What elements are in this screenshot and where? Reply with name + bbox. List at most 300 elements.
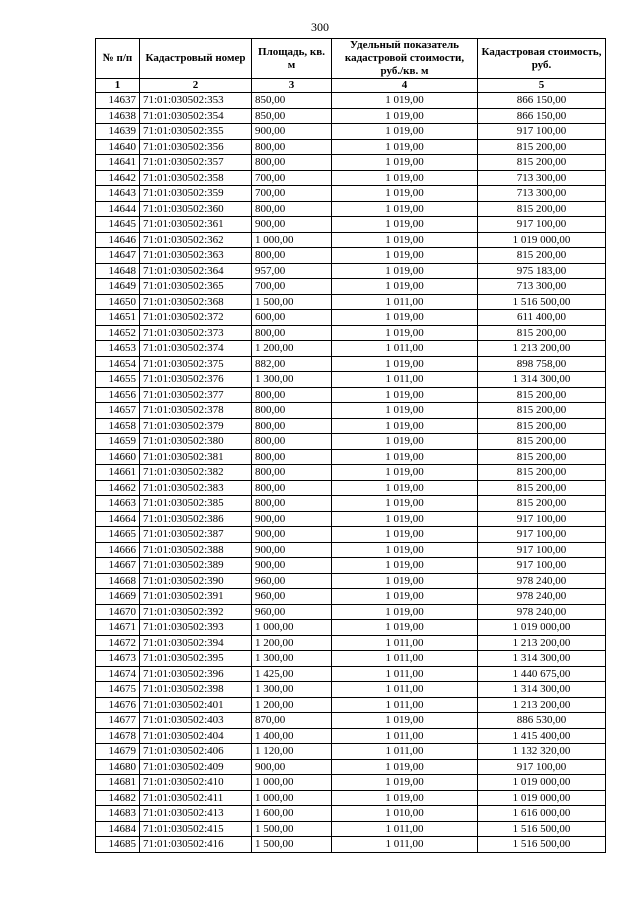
row-number-cell: 14672 <box>96 635 140 651</box>
row-number-cell: 14639 <box>96 124 140 140</box>
cadastral-value-cell: 611 400,00 <box>478 310 606 326</box>
row-number-cell: 14674 <box>96 666 140 682</box>
area-cell: 1 500,00 <box>252 294 332 310</box>
cadastral-number-cell: 71:01:030502:388 <box>140 542 252 558</box>
area-cell: 900,00 <box>252 542 332 558</box>
area-cell: 1 000,00 <box>252 620 332 636</box>
table-row <box>96 186 606 202</box>
table-row <box>96 775 606 791</box>
area-cell: 700,00 <box>252 279 332 295</box>
row-number-cell: 14658 <box>96 418 140 434</box>
row-number-cell: 14669 <box>96 589 140 605</box>
rate-cell: 1 019,00 <box>332 124 478 140</box>
row-number-cell: 14652 <box>96 325 140 341</box>
column-number: 2 <box>140 79 252 93</box>
cadastral-value-cell: 1 019 000,00 <box>478 620 606 636</box>
row-number-cell: 14655 <box>96 372 140 388</box>
cadastral-number-cell: 71:01:030502:374 <box>140 341 252 357</box>
rate-cell: 1 019,00 <box>332 449 478 465</box>
column-number-row <box>96 79 606 93</box>
area-cell: 1 120,00 <box>252 744 332 760</box>
cadastral-number-cell: 71:01:030502:393 <box>140 620 252 636</box>
cadastral-number-cell: 71:01:030502:354 <box>140 108 252 124</box>
table-row <box>96 372 606 388</box>
rate-cell: 1 011,00 <box>332 837 478 853</box>
table-row <box>96 232 606 248</box>
table-row <box>96 201 606 217</box>
cadastral-value-cell: 1 132 320,00 <box>478 744 606 760</box>
area-cell: 900,00 <box>252 124 332 140</box>
area-cell: 1 600,00 <box>252 806 332 822</box>
rate-cell: 1 019,00 <box>332 108 478 124</box>
area-cell: 1 500,00 <box>252 821 332 837</box>
cadastral-number-cell: 71:01:030502:391 <box>140 589 252 605</box>
cadastral-number-cell: 71:01:030502:355 <box>140 124 252 140</box>
table-row <box>96 356 606 372</box>
row-number-cell: 14648 <box>96 263 140 279</box>
row-number-cell: 14651 <box>96 310 140 326</box>
rate-cell: 1 019,00 <box>332 356 478 372</box>
row-number-cell: 14664 <box>96 511 140 527</box>
table-row <box>96 108 606 124</box>
rate-cell: 1 011,00 <box>332 666 478 682</box>
rate-cell: 1 019,00 <box>332 155 478 171</box>
rate-cell: 1 019,00 <box>332 558 478 574</box>
cadastral-number-cell: 71:01:030502:373 <box>140 325 252 341</box>
rate-cell: 1 019,00 <box>332 217 478 233</box>
rate-cell: 1 011,00 <box>332 635 478 651</box>
table-row <box>96 170 606 186</box>
cadastral-value-cell: 815 200,00 <box>478 155 606 171</box>
cadastral-value-cell: 815 200,00 <box>478 480 606 496</box>
cadastral-value-cell: 815 200,00 <box>478 465 606 481</box>
rate-cell: 1 019,00 <box>332 620 478 636</box>
row-number-cell: 14685 <box>96 837 140 853</box>
cadastral-number-cell: 71:01:030502:359 <box>140 186 252 202</box>
row-number-cell: 14671 <box>96 620 140 636</box>
cadastral-value-cell: 815 200,00 <box>478 248 606 264</box>
area-cell: 800,00 <box>252 496 332 512</box>
cadastral-value-cell: 1 213 200,00 <box>478 697 606 713</box>
rate-cell: 1 019,00 <box>332 279 478 295</box>
table-row <box>96 682 606 698</box>
row-number-cell: 14642 <box>96 170 140 186</box>
rate-cell: 1 019,00 <box>332 263 478 279</box>
cadastral-number-cell: 71:01:030502:411 <box>140 790 252 806</box>
area-cell: 900,00 <box>252 217 332 233</box>
cadastral-value-cell: 815 200,00 <box>478 201 606 217</box>
cadastral-value-cell: 815 200,00 <box>478 496 606 512</box>
rate-cell: 1 019,00 <box>332 325 478 341</box>
area-cell: 960,00 <box>252 573 332 589</box>
area-cell: 800,00 <box>252 449 332 465</box>
rate-cell: 1 019,00 <box>332 232 478 248</box>
cadastral-value-cell: 1 415 400,00 <box>478 728 606 744</box>
area-cell: 1 300,00 <box>252 372 332 388</box>
cadastral-value-cell: 1 019 000,00 <box>478 790 606 806</box>
area-cell: 960,00 <box>252 589 332 605</box>
area-cell: 800,00 <box>252 248 332 264</box>
row-number-cell: 14660 <box>96 449 140 465</box>
row-number-cell: 14641 <box>96 155 140 171</box>
rate-cell: 1 011,00 <box>332 682 478 698</box>
cadastral-value-table <box>95 38 606 853</box>
table-row <box>96 496 606 512</box>
cadastral-value-cell: 815 200,00 <box>478 418 606 434</box>
area-cell: 800,00 <box>252 139 332 155</box>
row-number-cell: 14682 <box>96 790 140 806</box>
rate-cell: 1 019,00 <box>332 186 478 202</box>
cadastral-number-cell: 71:01:030502:381 <box>140 449 252 465</box>
table-row <box>96 279 606 295</box>
rate-cell: 1 019,00 <box>332 139 478 155</box>
rate-cell: 1 011,00 <box>332 744 478 760</box>
table-row <box>96 620 606 636</box>
area-cell: 900,00 <box>252 558 332 574</box>
area-cell: 1 300,00 <box>252 682 332 698</box>
rate-cell: 1 011,00 <box>332 372 478 388</box>
table-row <box>96 806 606 822</box>
cadastral-number-cell: 71:01:030502:413 <box>140 806 252 822</box>
area-cell: 900,00 <box>252 511 332 527</box>
cadastral-number-cell: 71:01:030502:403 <box>140 713 252 729</box>
area-cell: 1 425,00 <box>252 666 332 682</box>
table-row <box>96 666 606 682</box>
table-row <box>96 558 606 574</box>
area-cell: 800,00 <box>252 155 332 171</box>
table-row <box>96 248 606 264</box>
cadastral-value-cell: 917 100,00 <box>478 542 606 558</box>
table-row <box>96 465 606 481</box>
cadastral-value-cell: 917 100,00 <box>478 217 606 233</box>
area-cell: 800,00 <box>252 434 332 450</box>
cadastral-number-cell: 71:01:030502:386 <box>140 511 252 527</box>
cadastral-number-cell: 71:01:030502:368 <box>140 294 252 310</box>
table-row <box>96 511 606 527</box>
row-number-cell: 14680 <box>96 759 140 775</box>
table-row <box>96 341 606 357</box>
row-number-cell: 14668 <box>96 573 140 589</box>
row-number-cell: 14677 <box>96 713 140 729</box>
table-row <box>96 821 606 837</box>
area-cell: 900,00 <box>252 527 332 543</box>
cadastral-value-cell: 917 100,00 <box>478 511 606 527</box>
row-number-cell: 14654 <box>96 356 140 372</box>
table-row <box>96 759 606 775</box>
table-row <box>96 542 606 558</box>
table-row <box>96 728 606 744</box>
table-row <box>96 217 606 233</box>
cadastral-value-cell: 713 300,00 <box>478 170 606 186</box>
cadastral-number-cell: 71:01:030502:390 <box>140 573 252 589</box>
table-row <box>96 387 606 403</box>
cadastral-value-cell: 1 440 675,00 <box>478 666 606 682</box>
row-number-cell: 14665 <box>96 527 140 543</box>
cadastral-number-cell: 71:01:030502:406 <box>140 744 252 760</box>
area-cell: 800,00 <box>252 418 332 434</box>
row-number-cell: 14640 <box>96 139 140 155</box>
rate-cell: 1 011,00 <box>332 728 478 744</box>
area-cell: 1 200,00 <box>252 697 332 713</box>
cadastral-number-cell: 71:01:030502:353 <box>140 93 252 109</box>
cadastral-value-cell: 1 314 300,00 <box>478 372 606 388</box>
table-row <box>96 604 606 620</box>
table-row <box>96 697 606 713</box>
row-number-cell: 14657 <box>96 403 140 419</box>
area-cell: 1 000,00 <box>252 775 332 791</box>
area-cell: 700,00 <box>252 170 332 186</box>
rate-cell: 1 019,00 <box>332 790 478 806</box>
rate-cell: 1 019,00 <box>332 759 478 775</box>
cadastral-number-cell: 71:01:030502:392 <box>140 604 252 620</box>
cadastral-value-cell: 917 100,00 <box>478 124 606 140</box>
row-number-cell: 14646 <box>96 232 140 248</box>
cadastral-number-cell: 71:01:030502:394 <box>140 635 252 651</box>
header-rate: Удельный показатель кадастровой стоимости, руб./кв. м <box>332 39 478 79</box>
row-number-cell: 14647 <box>96 248 140 264</box>
area-cell: 1 200,00 <box>252 341 332 357</box>
row-number-cell: 14643 <box>96 186 140 202</box>
cadastral-value-cell: 815 200,00 <box>478 434 606 450</box>
cadastral-number-cell: 71:01:030502:387 <box>140 527 252 543</box>
cadastral-value-cell: 1 516 500,00 <box>478 837 606 853</box>
table-row <box>96 418 606 434</box>
cadastral-value-cell: 978 240,00 <box>478 604 606 620</box>
rate-cell: 1 019,00 <box>332 434 478 450</box>
header-num: № п/п <box>96 39 140 79</box>
table-row <box>96 310 606 326</box>
table-row <box>96 124 606 140</box>
area-cell: 800,00 <box>252 480 332 496</box>
area-cell: 700,00 <box>252 186 332 202</box>
cadastral-value-cell: 1 213 200,00 <box>478 635 606 651</box>
cadastral-value-cell: 886 530,00 <box>478 713 606 729</box>
table-row <box>96 713 606 729</box>
cadastral-value-cell: 978 240,00 <box>478 589 606 605</box>
cadastral-number-cell: 71:01:030502:380 <box>140 434 252 450</box>
row-number-cell: 14683 <box>96 806 140 822</box>
area-cell: 1 200,00 <box>252 635 332 651</box>
cadastral-value-cell: 1 019 000,00 <box>478 775 606 791</box>
header-area: Площадь, кв. м <box>252 39 332 79</box>
cadastral-number-cell: 71:01:030502:395 <box>140 651 252 667</box>
row-number-cell: 14670 <box>96 604 140 620</box>
cadastral-value-cell: 1 516 500,00 <box>478 294 606 310</box>
cadastral-number-cell: 71:01:030502:377 <box>140 387 252 403</box>
table-row <box>96 403 606 419</box>
cadastral-value-cell: 815 200,00 <box>478 387 606 403</box>
rate-cell: 1 011,00 <box>332 697 478 713</box>
cadastral-value-cell: 713 300,00 <box>478 186 606 202</box>
table-row <box>96 294 606 310</box>
table-row <box>96 790 606 806</box>
area-cell: 1 000,00 <box>252 790 332 806</box>
cadastral-number-cell: 71:01:030502:389 <box>140 558 252 574</box>
cadastral-value-cell: 866 150,00 <box>478 93 606 109</box>
area-cell: 850,00 <box>252 108 332 124</box>
cadastral-number-cell: 71:01:030502:416 <box>140 837 252 853</box>
cadastral-number-cell: 71:01:030502:363 <box>140 248 252 264</box>
cadastral-value-cell: 975 183,00 <box>478 263 606 279</box>
row-number-cell: 14644 <box>96 201 140 217</box>
column-number: 5 <box>478 79 606 93</box>
area-cell: 600,00 <box>252 310 332 326</box>
row-number-cell: 14656 <box>96 387 140 403</box>
cadastral-number-cell: 71:01:030502:361 <box>140 217 252 233</box>
rate-cell: 1 019,00 <box>332 93 478 109</box>
cadastral-value-cell: 713 300,00 <box>478 279 606 295</box>
cadastral-number-cell: 71:01:030502:357 <box>140 155 252 171</box>
row-number-cell: 14637 <box>96 93 140 109</box>
rate-cell: 1 019,00 <box>332 310 478 326</box>
cadastral-value-cell: 1 516 500,00 <box>478 821 606 837</box>
table-row <box>96 651 606 667</box>
rate-cell: 1 019,00 <box>332 527 478 543</box>
cadastral-value-cell: 1 314 300,00 <box>478 682 606 698</box>
row-number-cell: 14681 <box>96 775 140 791</box>
table-row <box>96 93 606 109</box>
rate-cell: 1 019,00 <box>332 248 478 264</box>
table-row <box>96 434 606 450</box>
area-cell: 882,00 <box>252 356 332 372</box>
area-cell: 1 000,00 <box>252 232 332 248</box>
rate-cell: 1 019,00 <box>332 713 478 729</box>
rate-cell: 1 011,00 <box>332 821 478 837</box>
cadastral-number-cell: 71:01:030502:372 <box>140 310 252 326</box>
column-number: 4 <box>332 79 478 93</box>
cadastral-value-cell: 1 213 200,00 <box>478 341 606 357</box>
row-number-cell: 14673 <box>96 651 140 667</box>
cadastral-value-cell: 815 200,00 <box>478 449 606 465</box>
cadastral-number-cell: 71:01:030502:398 <box>140 682 252 698</box>
table-row <box>96 744 606 760</box>
rate-cell: 1 011,00 <box>332 294 478 310</box>
table-row <box>96 635 606 651</box>
cadastral-number-cell: 71:01:030502:409 <box>140 759 252 775</box>
table-row <box>96 263 606 279</box>
row-number-cell: 14667 <box>96 558 140 574</box>
rate-cell: 1 019,00 <box>332 480 478 496</box>
page-number: 300 <box>311 20 329 34</box>
table-row <box>96 139 606 155</box>
cadastral-number-cell: 71:01:030502:358 <box>140 170 252 186</box>
row-number-cell: 14663 <box>96 496 140 512</box>
cadastral-value-cell: 1 616 000,00 <box>478 806 606 822</box>
rate-cell: 1 019,00 <box>332 604 478 620</box>
area-cell: 1 400,00 <box>252 728 332 744</box>
cadastral-value-cell: 917 100,00 <box>478 558 606 574</box>
row-number-cell: 14650 <box>96 294 140 310</box>
area-cell: 900,00 <box>252 759 332 775</box>
cadastral-number-cell: 71:01:030502:415 <box>140 821 252 837</box>
rate-cell: 1 019,00 <box>332 589 478 605</box>
cadastral-number-cell: 71:01:030502:396 <box>140 666 252 682</box>
cadastral-number-cell: 71:01:030502:360 <box>140 201 252 217</box>
cadastral-value-cell: 898 758,00 <box>478 356 606 372</box>
row-number-cell: 14684 <box>96 821 140 837</box>
cadastral-number-cell: 71:01:030502:356 <box>140 139 252 155</box>
rate-cell: 1 011,00 <box>332 651 478 667</box>
table-row <box>96 837 606 853</box>
rate-cell: 1 019,00 <box>332 573 478 589</box>
table-row <box>96 527 606 543</box>
rate-cell: 1 019,00 <box>332 465 478 481</box>
cadastral-number-cell: 71:01:030502:404 <box>140 728 252 744</box>
cadastral-number-cell: 71:01:030502:365 <box>140 279 252 295</box>
area-cell: 957,00 <box>252 263 332 279</box>
area-cell: 800,00 <box>252 387 332 403</box>
area-cell: 800,00 <box>252 403 332 419</box>
row-number-cell: 14645 <box>96 217 140 233</box>
cadastral-value-cell: 917 100,00 <box>478 759 606 775</box>
rate-cell: 1 011,00 <box>332 341 478 357</box>
column-number: 1 <box>96 79 140 93</box>
area-cell: 1 500,00 <box>252 837 332 853</box>
column-number: 3 <box>252 79 332 93</box>
cadastral-number-cell: 71:01:030502:376 <box>140 372 252 388</box>
cadastral-number-cell: 71:01:030502:362 <box>140 232 252 248</box>
row-number-cell: 14638 <box>96 108 140 124</box>
cadastral-number-cell: 71:01:030502:375 <box>140 356 252 372</box>
rate-cell: 1 019,00 <box>332 511 478 527</box>
row-number-cell: 14666 <box>96 542 140 558</box>
table-row <box>96 155 606 171</box>
rate-cell: 1 019,00 <box>332 418 478 434</box>
row-number-cell: 14653 <box>96 341 140 357</box>
table-body <box>96 93 606 853</box>
rate-cell: 1 010,00 <box>332 806 478 822</box>
area-cell: 870,00 <box>252 713 332 729</box>
table-row <box>96 325 606 341</box>
cadastral-value-cell: 917 100,00 <box>478 527 606 543</box>
table-row <box>96 573 606 589</box>
table-header-row <box>96 39 606 79</box>
table-row <box>96 480 606 496</box>
cadastral-value-cell: 815 200,00 <box>478 403 606 419</box>
cadastral-number-cell: 71:01:030502:378 <box>140 403 252 419</box>
cadastral-number-cell: 71:01:030502:383 <box>140 480 252 496</box>
area-cell: 960,00 <box>252 604 332 620</box>
cadastral-number-cell: 71:01:030502:382 <box>140 465 252 481</box>
cadastral-number-cell: 71:01:030502:410 <box>140 775 252 791</box>
rate-cell: 1 019,00 <box>332 170 478 186</box>
rate-cell: 1 019,00 <box>332 542 478 558</box>
area-cell: 800,00 <box>252 201 332 217</box>
row-number-cell: 14675 <box>96 682 140 698</box>
cadastral-value-cell: 866 150,00 <box>478 108 606 124</box>
row-number-cell: 14662 <box>96 480 140 496</box>
header-cadastral-number: Кадастровый номер <box>140 39 252 79</box>
area-cell: 850,00 <box>252 93 332 109</box>
area-cell: 800,00 <box>252 465 332 481</box>
rate-cell: 1 019,00 <box>332 403 478 419</box>
cadastral-number-cell: 71:01:030502:364 <box>140 263 252 279</box>
row-number-cell: 14676 <box>96 697 140 713</box>
rate-cell: 1 019,00 <box>332 775 478 791</box>
cadastral-value-cell: 1 314 300,00 <box>478 651 606 667</box>
table-row <box>96 449 606 465</box>
rate-cell: 1 019,00 <box>332 496 478 512</box>
rate-cell: 1 019,00 <box>332 201 478 217</box>
cadastral-value-cell: 815 200,00 <box>478 325 606 341</box>
table-row <box>96 589 606 605</box>
cadastral-value-cell: 1 019 000,00 <box>478 232 606 248</box>
cadastral-number-cell: 71:01:030502:379 <box>140 418 252 434</box>
row-number-cell: 14678 <box>96 728 140 744</box>
area-cell: 1 300,00 <box>252 651 332 667</box>
area-cell: 800,00 <box>252 325 332 341</box>
cadastral-number-cell: 71:01:030502:385 <box>140 496 252 512</box>
